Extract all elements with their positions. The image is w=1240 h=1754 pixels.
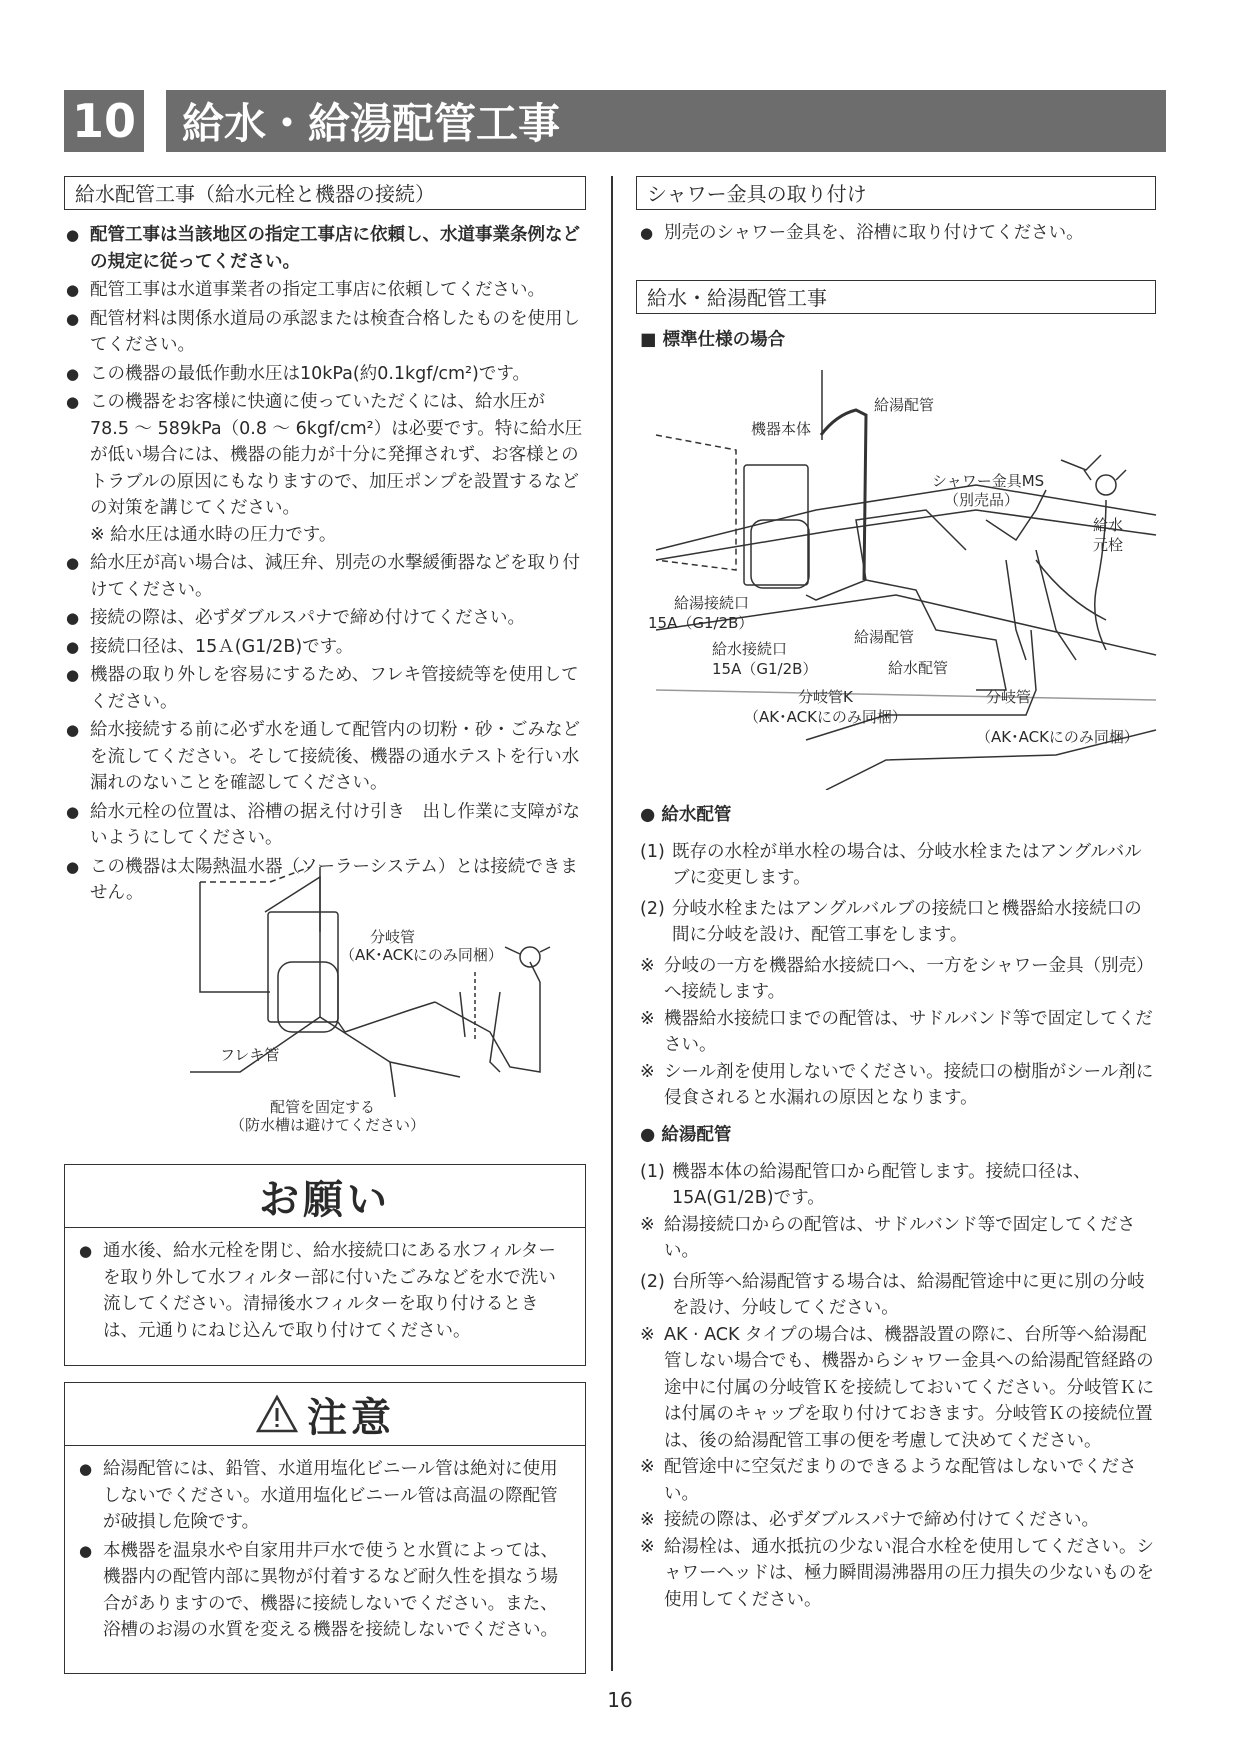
page-title: 給水・給湯配管工事 <box>166 90 1166 152</box>
numbered-item <box>640 839 1156 892</box>
note-item: ※ AK · ACK タイプの場合は、機器設置の際に、台所等へ給湯配管しない場合でも、機器からシャワー金具への給湯配管経路の途中に付属の分岐管Ｋを接続しておいてください。分岐管Ｋには付属のキャップを取り付けておきます。分岐管Ｋの接続位置は、後の給湯配管工事の便を考慮して決めてください。 <box>640 1322 1156 1455</box>
list-item: ● 接続の際は、必ずダブルスパナで締め付けてください。 <box>66 605 588 632</box>
section-number: 10 <box>64 90 144 152</box>
note-item: ※ 給湯栓は、通水抵抗の少ない混合水栓を使用してください。シャワーヘッドは、極力瞬間湯沸器用の圧力損失の少ないものを使用してください。 <box>640 1534 1156 1614</box>
list-item: ● 配管材料は関係水道局の承認または検査合格したものを使用してください。 <box>66 306 588 359</box>
diagram-label: 給湯配管 <box>874 396 935 414</box>
item-number: (2) <box>640 898 665 919</box>
diagram-label: 給水接続口 <box>712 640 788 658</box>
hot-piping-section <box>640 1122 1156 1613</box>
section-heading-shower: シャワー金具の取り付け <box>636 176 1156 210</box>
pressure-note: ※ 給水圧は通水時の圧力です。 <box>90 524 337 545</box>
hot-piping-heading: ● 給湯配管 <box>640 1125 732 1145</box>
numbered-item <box>640 1269 1156 1322</box>
list-item: ● 通水後、給水元栓を閉じ、給水接続口にある水フィルターを取り外して水フィルター部に付いたごみなどを水で洗い流してください。清掃後水フィルターを取り付けるときは、元通りにねじ込んで取り付けてください。 <box>79 1238 565 1344</box>
diagram-label: 給湯配管 <box>854 628 915 646</box>
item-number: (1) <box>640 841 665 862</box>
list-item: ● この機器の最低作動水圧は10kPa(約0.1kgf/cm²)です。 <box>66 361 588 388</box>
diagram-label: 給水配管 <box>888 659 949 677</box>
diagram-label: 分岐管K <box>798 688 853 706</box>
item-text: 機器本体の給湯配管口から配管します。接続口径は、15A(G1/2B)です。 <box>672 1161 1091 1208</box>
diagram-label: 15A（G1/2B） <box>648 614 754 632</box>
list-item: ● 配管工事は当該地区の指定工事店に依頼し、水道事業条例などの規定に従ってください。 <box>66 222 588 275</box>
diagram-label: （別売品） <box>944 491 1020 509</box>
section-heading-water-piping: 給水配管工事（給水元栓と機器の接続） <box>64 176 586 210</box>
diagram-label: （AK･ACKにのみ同梱） <box>976 728 1139 746</box>
diagram-label: シャワー金具MS <box>932 472 1045 490</box>
note-item: ※ 分岐の一方を機器給水接続口へ、一方をシャワー金具（別売）へ接続します。 <box>640 953 1156 1006</box>
diagram-label: 分岐管 <box>986 688 1032 706</box>
numbered-item <box>640 1159 1156 1212</box>
water-piping-diagram <box>190 862 590 1162</box>
note-item: ※ 配管途中に空気だまりのできるような配管はしないでください。 <box>640 1454 1156 1507</box>
diagram-label: 15A（G1/2B） <box>712 660 818 678</box>
diagram-label: （AK･ACKにのみ同梱） <box>340 946 503 964</box>
diagram-label: （AK･ACKにのみ同梱） <box>744 708 907 726</box>
list-item: ● 給水元栓の位置は、浴槽の据え付け引き 出し作業に支障がないようにしてください。 <box>66 799 588 852</box>
list-item: ● 給水圧が高い場合は、減圧弁、別売の水撃緩衝器などを取り付けてください。 <box>66 550 588 603</box>
section-heading-piping: 給水・給湯配管工事 <box>636 280 1156 314</box>
caution-box-title: 注意 <box>307 1394 395 1441</box>
diagram-label: 機器本体 <box>751 420 812 438</box>
water-piping-heading: ● 給水配管 <box>640 805 732 825</box>
note-item: ※ 機器給水接続口までの配管は、サドルバンド等で固定してください。 <box>640 1006 1156 1059</box>
standard-piping-diagram <box>636 360 1166 790</box>
diagram-label: フレキ管 <box>220 1046 280 1064</box>
caution-box-title-row <box>65 1383 585 1446</box>
request-box-title: お願い <box>65 1165 585 1228</box>
list-item: ● 本機器を温泉水や自家用井戸水で使うと水質によっては、機器内の配管内部に異物が付着するなど耐久性を損なう場合がありますので、機器に接続しないでください。また、浴槽のお湯の水質を変える機器を接続しないでください。 <box>79 1538 565 1644</box>
list-item: ● 機器の取り外しを容易にするため、フレキ管接続等を使用してください。 <box>66 662 588 715</box>
list-item: ● 別売のシャワー金具を、浴槽に取り付けてください。 <box>640 220 1156 247</box>
list-item: ● 給湯配管には、鉛管、水道用塩化ビニール管は絶対に使用しないでください。水道用塩化ビニール管は高温の際配管が破損し危険です。 <box>79 1456 565 1536</box>
item-text: 台所等へ給湯配管する場合は、給湯配管途中に更に別の分岐を設け、分岐してください。 <box>672 1271 1145 1318</box>
item-text: 既存の水栓が単水栓の場合は、分岐水栓またはアングルバルブに変更します。 <box>672 841 1142 888</box>
list-item: ● 接続口径は、15Ａ(G1/2B)です。 <box>66 634 588 661</box>
diagram-label: 給水 <box>1093 516 1124 534</box>
water-piping-section <box>640 802 1156 1112</box>
diagram-label: （防水槽は避けてください） <box>230 1116 426 1134</box>
request-box <box>64 1164 586 1366</box>
diagram-label: 配管を固定する <box>270 1098 376 1116</box>
diagram-label: 給湯接続口 <box>674 594 750 612</box>
list-item: ● 給水接続する前に必ず水を通して配管内の切粉・砂・ごみなどを流してください。そして接続後、機器の通水テストを行い水漏れのないことを確認してください。 <box>66 717 588 797</box>
item-number: (1) <box>640 1161 665 1182</box>
standard-spec-label: ■ 標準仕様の場合 <box>640 330 786 350</box>
note-item: ※ シール剤を使用しないでください。接続口の樹脂がシール剤に侵食されると水漏れの原因となります。 <box>640 1059 1156 1112</box>
list-item: ● 配管工事は水道事業者の指定工事店に依頼してください。 <box>66 277 588 304</box>
caution-box <box>64 1382 586 1674</box>
page-number: 16 <box>607 1688 633 1712</box>
list-item: ● この機器をお客様に快適に使っていただくには、給水圧が 78.5 ～ 589kPa（0.8 ～ 6kgf/cm²）は必要です。特に給水圧が低い場合には、機器の能力が十分に発揮されず、お客様とのトラブルの原因にもなりますので、加圧ポンプを設置するなどの対策を講じてください。 <box>66 389 588 522</box>
list-item: ● この機器は太陽熱温水器（ソーラーシステム）とは接続できません。 <box>66 854 588 907</box>
item-text: 分岐水栓またはアングルバルブの接続口と機器給水接続口の間に分岐を設け、配管工事をします。 <box>672 898 1142 945</box>
shower-text <box>640 220 1156 249</box>
item-number: (2) <box>640 1271 665 1292</box>
note-item: ※ 給湯接続口からの配管は、サドルバンド等で固定してください。 <box>640 1212 1156 1265</box>
note-item: ※ 接続の際は、必ずダブルスパナで締め付けてください。 <box>640 1507 1156 1534</box>
left-bullet-list <box>66 222 588 909</box>
column-divider <box>611 176 613 1671</box>
diagram-label: 分岐管 <box>370 928 416 946</box>
diagram-label: 元栓 <box>1093 536 1124 554</box>
warning-icon <box>255 1394 299 1434</box>
numbered-item <box>640 896 1156 949</box>
